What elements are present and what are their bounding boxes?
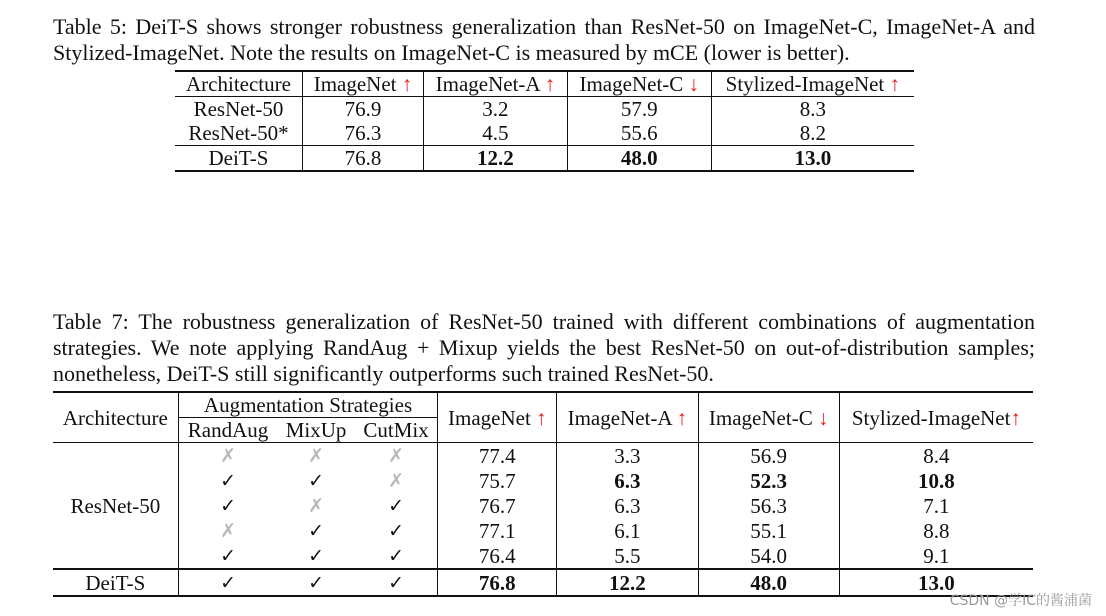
up-arrow-icon: ↑ <box>676 405 688 430</box>
cross-icon: ✗ <box>308 445 325 467</box>
table-row <box>175 97 914 122</box>
t7-aug-cell <box>277 443 354 469</box>
t7-cell: 76.8 <box>438 569 557 596</box>
t7-subheader-randaug: RandAug <box>178 418 277 443</box>
t5-cell: 13.0 <box>711 146 914 172</box>
t7-cell: 77.1 <box>438 518 557 543</box>
t7-cell: 48.0 <box>698 569 839 596</box>
up-arrow-icon: ↑ <box>536 405 547 430</box>
checkmark-icon: ✓ <box>388 495 405 517</box>
t7-aug-cell <box>355 493 438 518</box>
t7-cell: 6.1 <box>557 518 698 543</box>
t7-cell: 10.8 <box>839 468 1033 493</box>
table-row <box>175 146 914 172</box>
checkmark-icon: ✓ <box>308 545 325 567</box>
t7-subheader-mixup: MixUp <box>277 418 354 443</box>
t5-header-architecture: Architecture <box>175 71 302 97</box>
t7-group-resnet: ResNet-50 <box>70 493 161 518</box>
t7-cell: 8.8 <box>839 518 1033 543</box>
cross-icon: ✗ <box>308 495 325 517</box>
t7-cell: 13.0 <box>839 569 1033 596</box>
checkmark-icon: ✓ <box>388 572 405 594</box>
t7-cell: 54.0 <box>698 543 839 569</box>
checkmark-icon: ✓ <box>220 470 236 492</box>
up-arrow-icon: ↑ <box>544 72 556 96</box>
t7-aug-cell <box>178 569 277 596</box>
t7-cell: 6.3 <box>557 468 698 493</box>
t7-aug-cell <box>178 518 277 543</box>
table-row <box>53 443 1033 469</box>
t7-aug-cell <box>355 518 438 543</box>
t5-cell: 8.3 <box>711 97 914 122</box>
table-row <box>53 468 1033 493</box>
t7-aug-cell <box>277 569 354 596</box>
t7-cell: 3.3 <box>557 443 698 469</box>
checkmark-icon: ✓ <box>308 572 325 594</box>
t7-aug-cell <box>178 468 277 493</box>
table5-caption: Table 5: DeiT-S shows stronger robustness generalization than ResNet-50 on ImageNet-C, ImageNet-A and Stylized-ImageNet. Note the results on ImageNet-C is measured by mCE (lower is better). <box>53 14 1035 65</box>
table-row <box>175 121 914 146</box>
table-row <box>53 518 1033 543</box>
t7-header-augmentation: Augmentation Strategies <box>178 392 438 418</box>
cross-icon: ✗ <box>388 445 405 467</box>
checkmark-icon: ✓ <box>308 470 325 492</box>
t7-header-imagenet: ImageNet ↑ <box>438 392 557 443</box>
t5-cell: 57.9 <box>567 97 711 122</box>
t7-aug-cell <box>277 468 354 493</box>
t7-aug-cell <box>178 543 277 569</box>
checkmark-icon: ✓ <box>388 520 405 542</box>
t7-cell: 12.2 <box>557 569 698 596</box>
watermark: CSDN @学IC的酱浦菌 <box>949 593 1092 609</box>
t5-cell: DeiT-S <box>175 146 302 172</box>
t7-header-architecture: Architecture <box>53 392 178 443</box>
t5-cell: ResNet-50 <box>193 97 284 121</box>
t7-aug-cell <box>355 543 438 569</box>
checkmark-icon: ✓ <box>220 495 236 517</box>
t5-header-stylized: Stylized-ImageNet ↑ <box>711 71 914 97</box>
t7-cell: 52.3 <box>698 468 839 493</box>
table7-caption: Table 7: The robustness generalization of ResNet-50 trained with different combinations of augmentation strategies. We note applying RandAug + Mixup yields the best ResNet-50 on out-of-distribution samples; nonetheless, DeiT-S still significantly outperforms such trained ResNet-50. <box>53 309 1035 386</box>
t7-cell: 5.5 <box>557 543 698 569</box>
t5-cell: 8.2 <box>711 121 914 146</box>
t7-cell: 9.1 <box>839 543 1033 569</box>
t7-cell: 8.4 <box>839 443 1033 469</box>
t7-header-stylized: Stylized-ImageNet↑ <box>839 392 1033 443</box>
t7-header-imagenet-c: ImageNet-C ↓ <box>698 392 839 443</box>
t7-aug-cell <box>355 443 438 469</box>
table-row <box>53 543 1033 569</box>
t5-cell: 76.8 <box>302 146 423 172</box>
t7-cell: 76.4 <box>438 543 557 569</box>
table-row <box>53 493 1033 518</box>
cross-icon: ✗ <box>220 520 236 542</box>
t7-cell: 55.1 <box>698 518 839 543</box>
table5 <box>175 70 914 172</box>
t7-aug-cell <box>178 493 277 518</box>
cross-icon: ✗ <box>220 445 236 467</box>
t7-body <box>53 443 1033 597</box>
t7-group-deit: DeiT-S <box>53 569 178 596</box>
t5-cell: ResNet-50* <box>188 121 289 145</box>
t5-cell: 55.6 <box>567 121 711 146</box>
up-arrow-icon: ↑ <box>1010 405 1021 430</box>
cross-icon: ✗ <box>388 470 405 492</box>
t7-cell: 75.7 <box>438 468 557 493</box>
t5-cell: 76.9 <box>302 97 423 122</box>
t7-cell: 6.3 <box>557 493 698 518</box>
t5-cell: 3.2 <box>424 97 568 122</box>
down-arrow-icon: ↓ <box>817 405 829 430</box>
t5-cell: 48.0 <box>567 146 711 172</box>
t7-aug-cell <box>355 468 438 493</box>
checkmark-icon: ✓ <box>220 545 236 567</box>
t7-cell: 7.1 <box>839 493 1033 518</box>
t7-aug-cell <box>178 443 277 469</box>
t5-cell: 76.3 <box>302 121 423 146</box>
table7 <box>53 391 1033 597</box>
t7-aug-cell <box>277 518 354 543</box>
up-arrow-icon: ↑ <box>889 72 901 96</box>
t5-header-imagenet-a: ImageNet-A ↑ <box>424 71 568 97</box>
t7-cell: 56.9 <box>698 443 839 469</box>
checkmark-icon: ✓ <box>388 545 405 567</box>
t7-cell: 56.3 <box>698 493 839 518</box>
checkmark-icon: ✓ <box>308 520 325 542</box>
t5-header-imagenet: ImageNet ↑ <box>302 71 423 97</box>
t7-cell: 77.4 <box>438 443 557 469</box>
t7-aug-cell <box>277 493 354 518</box>
t5-cell: 12.2 <box>424 146 568 172</box>
t7-header-imagenet-a: ImageNet-A ↑ <box>557 392 698 443</box>
t5-cell: 4.5 <box>424 121 568 146</box>
table-row <box>53 569 1033 596</box>
t7-cell: 76.7 <box>438 493 557 518</box>
t7-aug-cell <box>355 569 438 596</box>
t7-subheader-cutmix: CutMix <box>355 418 438 443</box>
t5-header-imagenet-c: ImageNet-C ↓ <box>567 71 711 97</box>
up-arrow-icon: ↑ <box>401 72 413 96</box>
down-arrow-icon: ↓ <box>688 72 700 96</box>
t7-aug-cell <box>277 543 354 569</box>
checkmark-icon: ✓ <box>220 572 236 594</box>
